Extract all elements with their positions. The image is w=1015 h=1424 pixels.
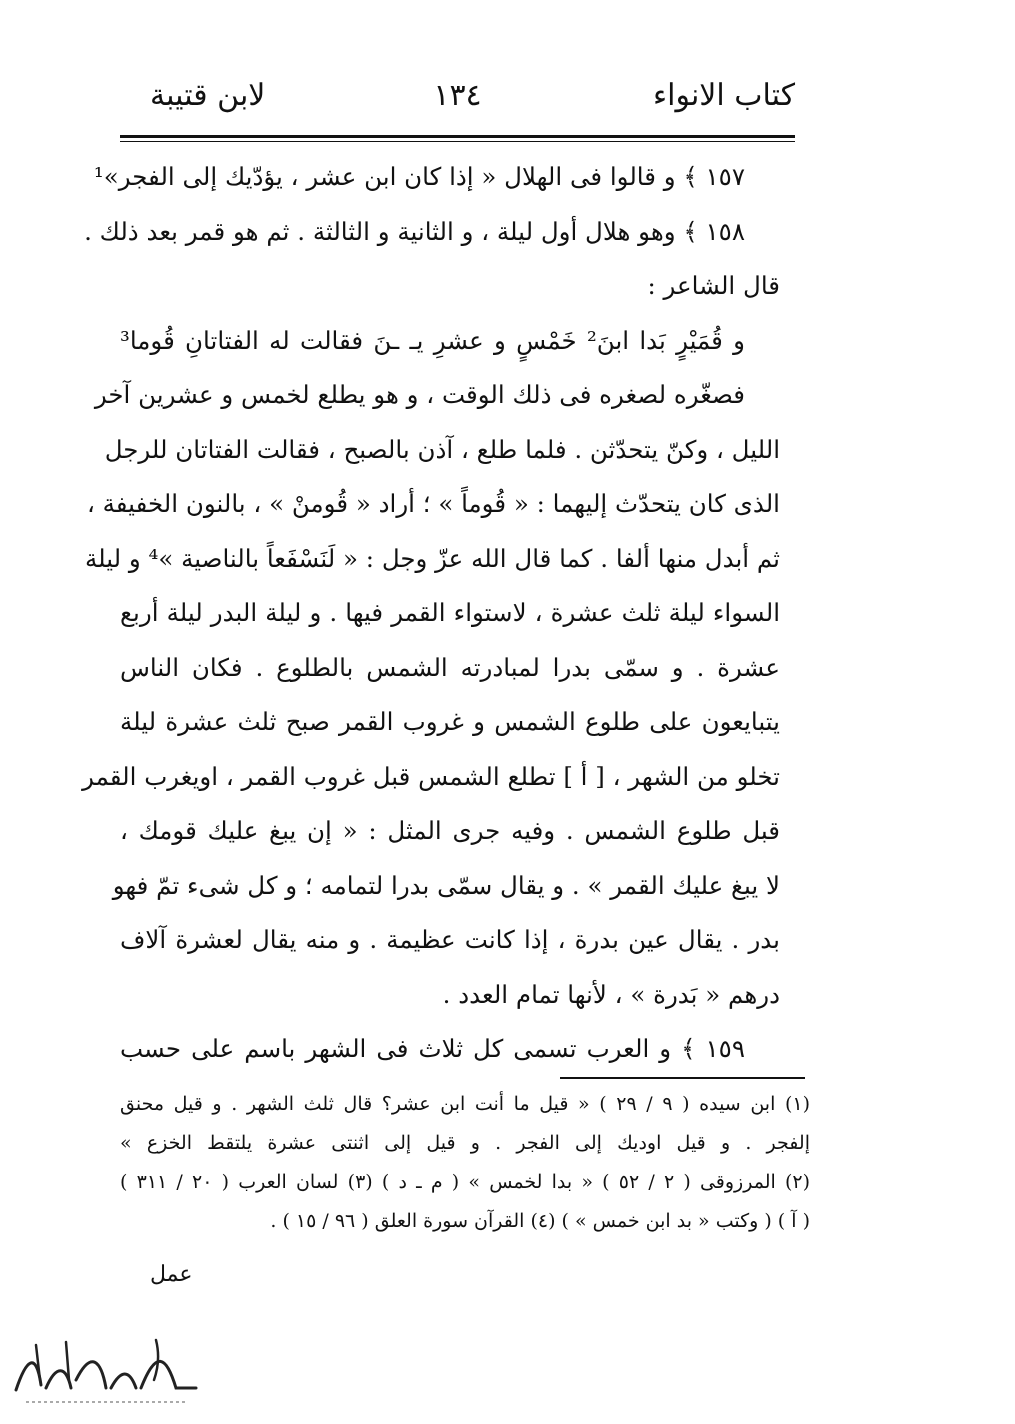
- main-text: [82, 150, 780, 1077]
- text-line: الليل ، وكنّ يتحدّثن . فلما طلع ، آذن بالصبح ، فقالت الفتاتان للرجل: [104, 434, 780, 464]
- catchword: عمل: [150, 1262, 193, 1287]
- footnote-line: إلفجر . و قيل اوديك إلى الفجر . و قيل إلى اثنتى عشرة يلتقط الخزع »: [120, 1132, 810, 1154]
- author-name: لابن قتيبة: [150, 78, 266, 113]
- text-line: قبل طلوع الشمس . وفيه جرى المثل : « إن يبغ عليك قومك ،: [120, 816, 780, 845]
- text-line: عشرة . و سمّى بدرا لمبادرته الشمس بالطلوع . فكان الناس: [120, 652, 780, 682]
- footnote-rule: [560, 1077, 805, 1079]
- footnote-line: (٢) المرزوقى ( ٢ / ٥٢ ) « بدا لخمس » ( م ـ د ) (٣) لسان العرب ( ٢٠ / ٣١١ ): [120, 1171, 811, 1193]
- text-line: بدر . يقال عين بدرة ، إذا كانت عظيمة . و منه يقال لعشرة آلاف: [120, 925, 780, 954]
- text-line: قال الشاعر :: [647, 271, 780, 300]
- text-line: ١٥٩ ﴾ و العرب تسمى كل ثلاث فى الشهر باسم على حسب: [120, 1034, 745, 1063]
- text-line: درهم « بَدرة » ، لأنها تمام العدد .: [442, 979, 780, 1009]
- calligraphy-logo-icon: [6, 1330, 206, 1410]
- text-line: ١٥٨ ﴾ وهو هلال أول ليلة ، و الثانية و الثالثة . ثم هو قمر بعد ذلك .: [84, 216, 745, 246]
- page-number: ١٣٤: [433, 78, 482, 113]
- text-line: لا يبغ عليك القمر » . و يقال سمّى بدرا لتمامه ؛ و كل شىء تمّ فهو: [112, 870, 780, 900]
- text-line: ١٥٧ ﴾ و قالوا فى الهلال « إذا كان ابن عشر ، يؤدّيك إلى الفجر»¹: [93, 162, 745, 191]
- header-rule-thin: [120, 141, 795, 142]
- text-line: ثم أبدل منها ألفا . كما قال الله عزّ وجل : « لَنَسْفَعاً بالناصية »⁴ و ليلة: [85, 543, 780, 573]
- header-rule-thick: [120, 135, 795, 138]
- text-line: فصغّره لصغره فى ذلك الوقت ، و هو يطلع لخمس و عشرين آخر: [94, 380, 745, 409]
- book-title: كتاب الانواء: [653, 78, 795, 113]
- footnote-line: ( آ ) ( وكتب « بد ابن خمس » ) (٤) القرآن سورة العلق ( ٩٦ / ١٥ ) .: [270, 1210, 810, 1232]
- page-header: [120, 78, 795, 128]
- text-line: السواء ليلة ثلث عشرة ، لاستواء القمر فيها . و ليلة البدر ليلة أربع: [120, 598, 780, 627]
- text-line: تخلو من الشهر ، [ أ ] تطلع الشمس قبل غروب القمر ، اويغرب القمر: [82, 761, 780, 791]
- text-line: الذى كان يتحدّث إليهما : « قُوماً » ؛ أراد « قُومنْ » ، بالنون الخفيفة ،: [86, 489, 780, 518]
- verse-line: و قُمَيْرٍ بَدا ابنَ² خَمْسٍ و عشرِ يـ ـنَ فقالت له الفتاتانِ قُوما³: [120, 325, 746, 355]
- footnote-line: (١) ابن سيده ( ٩ / ٢٩ ) « قيل ما أنت ابن عشر؟ قال ثلث الشهر . و قيل محنق: [120, 1093, 810, 1115]
- footnotes: [120, 1085, 810, 1241]
- text-line: يتبايعون على طلوع الشمس و غروب القمر صبح ثلث عشرة ليلة: [120, 707, 780, 736]
